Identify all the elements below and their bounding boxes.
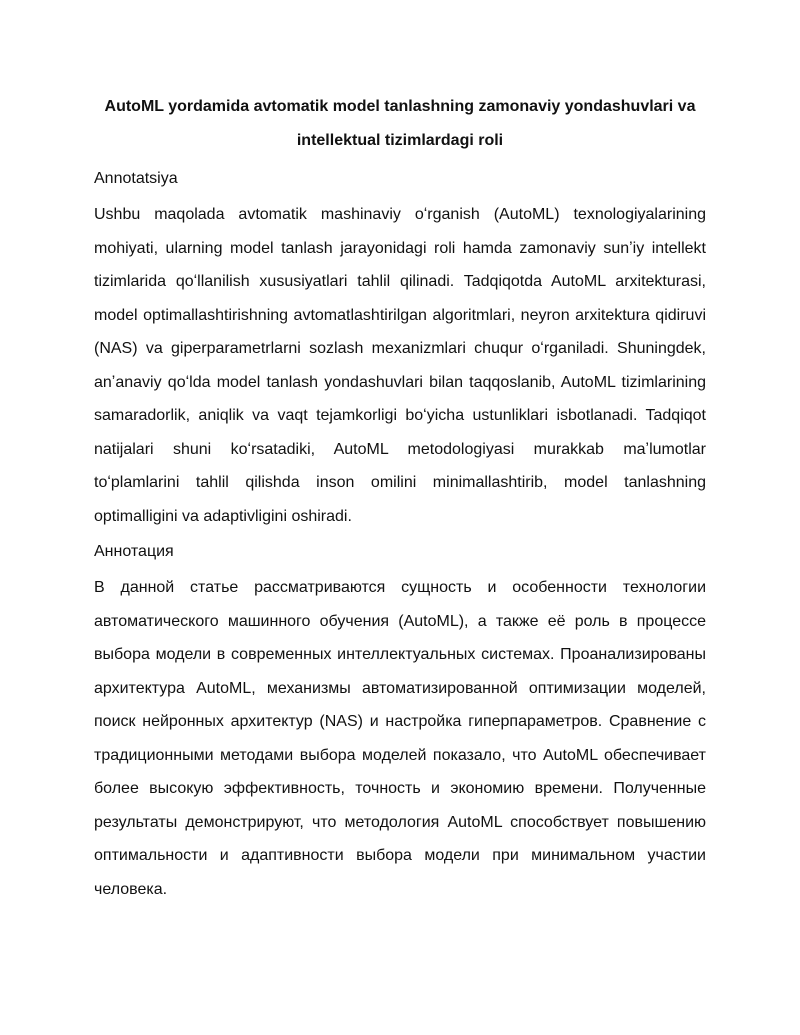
abstract-paragraph-ru: В данной статье рассматриваются сущность и особенности технологии автоматического машинного обучения (AutoML), а также её роль в процессе выбора модели в современных интеллектуальных системах. Проанализированы архитектура AutoML, механизмы автоматизированной оптимизации моделей, поиск нейронных архитектур (NAS) и настройка гиперпараметров. Сравнение с традиционными методами выбора моделей показало, что AutoML обеспечивает более высокую эффективность, точность и экономию времени. Полученные результаты демонстрируют, что методология AutoML способствует повышению оптимальности и адаптивности выбора модели при минимальном участии человека. <box>94 579 706 898</box>
abstract-paragraph-uz: Ushbu maqolada avtomatik mashinaviy oʻrganish (AutoML) texnologiyalarining mohiyati, ularning model tanlash jarayonidagi roli hamda zamonaviy sunʼiy intellekt tizimlarida qoʻllanilish xususiyatlari tahlil qilinadi. Tadqiqotda AutoML arxitekturasi, model optimallashtirishning avtomatlashtirilgan algoritmlari, neyron arxitektura qidiruvi (NAS) va giperparametrlarni sozlash mexanizmlari chuqur oʻrganiladi. Shuningdek, anʼanaviy qoʻlda model tanlash yondashuvlari bilan taqqoslanib, AutoML tizimlarining samaradorlik, aniqlik va vaqt tejamkorligi boʻyicha ustunliklari isbotlanadi. Tadqiqot natijalari shuni koʻrsatadiki, AutoML metodologiyasi murakkab maʼlumotlar toʻplamlarini tahlil qilishda inson omilini minimallashtirib, model tanlashning optimalligini va adaptivligini oshiradi. <box>94 206 706 525</box>
section-heading-uz: Annotatsiya <box>94 170 178 187</box>
section-heading-ru: Аннотация <box>94 543 174 560</box>
document-page <box>94 90 706 908</box>
document-title: AutoML yordamida avtomatik model tanlashning zamonaviy yondashuvlari va intellektual tizimlardagi roli <box>104 98 696 149</box>
